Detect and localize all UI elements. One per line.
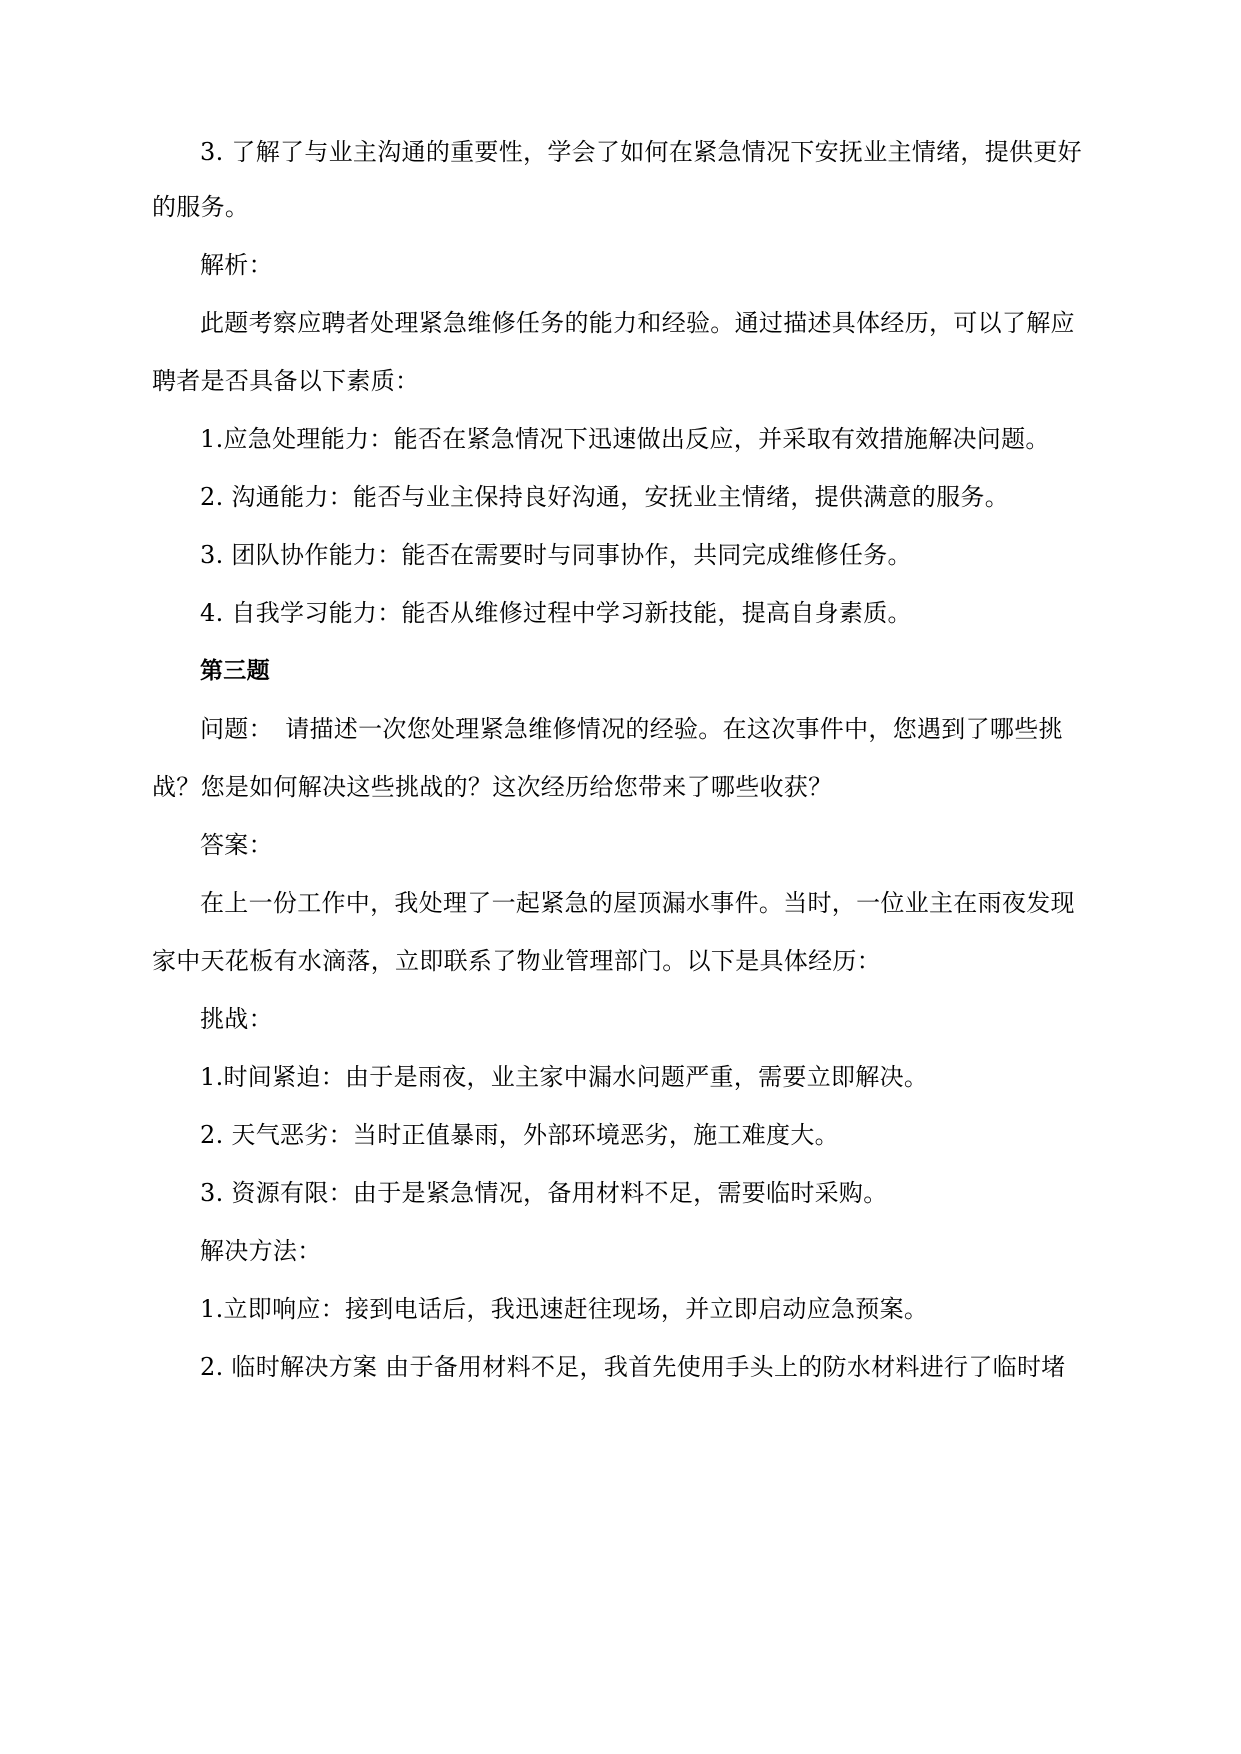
text-line: 家中天花板有水滴落，立即联系了物业管理部门。以下是具体经历： — [152, 947, 881, 975]
text-line: 4. 自我学习能力：能否从维修过程中学习新技能，提高自身素质。 — [200, 599, 912, 627]
text-line: 答案： — [200, 831, 273, 859]
text-line: 解决方法： — [200, 1237, 322, 1265]
text-line: 挑战： — [200, 1005, 273, 1033]
text-line: 在上一份工作中，我处理了一起紧急的屋顶漏水事件。当时，一位业主在雨夜发现 — [200, 889, 1075, 917]
text-line: 3. 了解了与业主沟通的重要性，学会了如何在紧急情况下安抚业主情绪，提供更好 — [200, 138, 1082, 166]
text-line: 2. 沟通能力：能否与业主保持良好沟通，安抚业主情绪，提供满意的服务。 — [200, 483, 1010, 511]
text-line: 2. 临时解决方案 由于备用材料不足，我首先使用手头上的防水材料进行了临时堵 — [200, 1353, 1066, 1381]
text-line: 1.时间紧迫：由于是雨夜，业主家中漏水问题严重，需要立即解决。 — [200, 1063, 929, 1091]
text-line: 的服务。 — [152, 193, 250, 221]
text-line: 问题： 请描述一次您处理紧急维修情况的经验。在这次事件中，您遇到了哪些挑 — [200, 715, 1063, 743]
text-line: 解析： — [200, 251, 273, 279]
text-line: 1.应急处理能力：能否在紧急情况下迅速做出反应，并采取有效措施解决问题。 — [200, 425, 1050, 453]
text-line: 此题考察应聘者处理紧急维修任务的能力和经验。通过描述具体经历，可以了解应 — [200, 309, 1075, 337]
text-line: 2. 天气恶劣：当时正值暴雨，外部环境恶劣，施工难度大。 — [200, 1121, 839, 1149]
text-line: 3. 资源有限：由于是紧急情况，备用材料不足，需要临时采购。 — [200, 1179, 888, 1207]
text-line: 1.立即响应：接到电话后，我迅速赶往现场，并立即启动应急预案。 — [200, 1295, 929, 1323]
text-line: 聘者是否具备以下素质： — [152, 367, 420, 395]
text-line: 3. 团队协作能力：能否在需要时与同事协作，共同完成维修任务。 — [200, 541, 912, 569]
section-heading: 第三题 — [200, 658, 270, 684]
text-line: 战？您是如何解决这些挑战的？这次经历给您带来了哪些收获？ — [152, 773, 833, 801]
